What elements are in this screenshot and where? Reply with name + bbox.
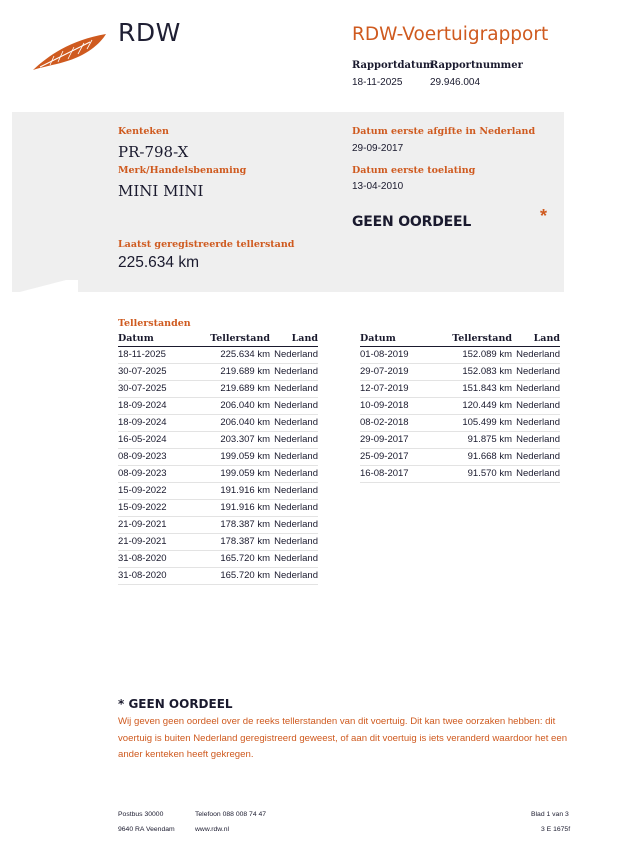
cell-date: 01-08-2019 bbox=[360, 346, 440, 363]
cell-date: 16-05-2024 bbox=[118, 431, 198, 448]
cell-odometer: 191.916 km bbox=[198, 499, 270, 516]
table-row bbox=[360, 380, 560, 397]
cell-date: 31-08-2020 bbox=[118, 567, 198, 584]
cell-odometer: 152.083 km bbox=[440, 363, 512, 380]
report-title: RDW-Voertuigrapport bbox=[352, 24, 549, 45]
first-issue-value: 29-09-2017 bbox=[352, 143, 404, 154]
footer-phone: Telefoon 088 008 74 47 bbox=[195, 811, 267, 818]
table-row bbox=[118, 567, 318, 584]
cell-odometer: 91.875 km bbox=[440, 431, 512, 448]
verdict-note-title: * GEEN OORDEEL bbox=[118, 697, 233, 711]
cell-country: Nederland bbox=[270, 414, 318, 431]
cell-odometer: 206.040 km bbox=[198, 397, 270, 414]
table-row bbox=[118, 380, 318, 397]
report-number-block bbox=[430, 60, 523, 88]
cell-date: 18-09-2024 bbox=[118, 397, 198, 414]
cell-country: Nederland bbox=[270, 363, 318, 380]
readings-section-title: Tellerstanden bbox=[118, 318, 191, 329]
table-row bbox=[360, 414, 560, 431]
cell-date: 31-08-2020 bbox=[118, 550, 198, 567]
footer-address: 9640 RA Veendam bbox=[118, 826, 175, 833]
cell-odometer: 105.499 km bbox=[440, 414, 512, 431]
cell-country: Nederland bbox=[270, 482, 318, 499]
cell-country: Nederland bbox=[512, 465, 560, 482]
cell-odometer: 165.720 km bbox=[198, 567, 270, 584]
cell-country: Nederland bbox=[270, 533, 318, 550]
verdict-text: GEEN OORDEEL bbox=[352, 214, 472, 230]
report-date-block bbox=[352, 60, 434, 88]
cell-date: 16-08-2017 bbox=[360, 465, 440, 482]
col-header-country: Land bbox=[512, 332, 560, 346]
table-header-row bbox=[360, 332, 560, 346]
cell-country: Nederland bbox=[270, 431, 318, 448]
cell-country: Nederland bbox=[270, 346, 318, 363]
cell-country: Nederland bbox=[512, 346, 560, 363]
cell-odometer: 178.387 km bbox=[198, 533, 270, 550]
table-row bbox=[118, 346, 318, 363]
cell-date: 29-07-2019 bbox=[360, 363, 440, 380]
table-row bbox=[360, 397, 560, 414]
col-header-odometer: Tellerstand bbox=[198, 332, 270, 346]
kenteken-value: PR-798-X bbox=[118, 143, 189, 161]
cell-odometer: 165.720 km bbox=[198, 550, 270, 567]
brand-name: RDW bbox=[118, 18, 181, 47]
cell-country: Nederland bbox=[270, 397, 318, 414]
cell-country: Nederland bbox=[512, 431, 560, 448]
table-row bbox=[118, 431, 318, 448]
table-row bbox=[360, 465, 560, 482]
kenteken-label: Kenteken bbox=[118, 126, 169, 137]
table-row bbox=[118, 550, 318, 567]
cell-country: Nederland bbox=[270, 567, 318, 584]
table-row bbox=[118, 465, 318, 482]
cell-country: Nederland bbox=[512, 414, 560, 431]
table-row bbox=[118, 516, 318, 533]
cell-country: Nederland bbox=[270, 550, 318, 567]
cell-country: Nederland bbox=[270, 380, 318, 397]
table-row bbox=[360, 448, 560, 465]
cell-date: 08-09-2023 bbox=[118, 465, 198, 482]
first-admission-label: Datum eerste toelating bbox=[352, 165, 476, 176]
table-row bbox=[360, 431, 560, 448]
cell-date: 30-07-2025 bbox=[118, 380, 198, 397]
cell-date: 12-07-2019 bbox=[360, 380, 440, 397]
cell-odometer: 219.689 km bbox=[198, 380, 270, 397]
cell-country: Nederland bbox=[270, 499, 318, 516]
verdict-asterisk: * bbox=[540, 206, 548, 226]
footer-doc-code: 3 E 1675f bbox=[541, 826, 571, 833]
table-row bbox=[118, 414, 318, 431]
table-row bbox=[118, 448, 318, 465]
cell-country: Nederland bbox=[512, 397, 560, 414]
last-odometer-label: Laatst geregistreerde tellerstand bbox=[118, 239, 295, 250]
cell-date: 29-09-2017 bbox=[360, 431, 440, 448]
cell-odometer: 91.570 km bbox=[440, 465, 512, 482]
cell-date: 15-09-2022 bbox=[118, 499, 198, 516]
cell-odometer: 203.307 km bbox=[198, 431, 270, 448]
cell-odometer: 219.689 km bbox=[198, 363, 270, 380]
cell-country: Nederland bbox=[512, 380, 560, 397]
last-odometer-value: 225.634 km bbox=[118, 254, 199, 271]
report-number-label: Rapportnummer bbox=[430, 60, 523, 71]
footer-website[interactable]: www.rdw.nl bbox=[195, 826, 229, 833]
cell-date: 10-09-2018 bbox=[360, 397, 440, 414]
cell-date: 25-09-2017 bbox=[360, 448, 440, 465]
first-issue-label: Datum eerste afgifte in Nederland bbox=[352, 126, 536, 137]
col-header-country: Land bbox=[270, 332, 318, 346]
cell-country: Nederland bbox=[512, 448, 560, 465]
cell-date: 30-07-2025 bbox=[118, 363, 198, 380]
footer-postbus: Postbus 30000 bbox=[118, 811, 164, 818]
cell-odometer: 225.634 km bbox=[198, 346, 270, 363]
table-row bbox=[360, 346, 560, 363]
merk-label: Merk/Handelsbenaming bbox=[118, 165, 247, 176]
cell-odometer: 191.916 km bbox=[198, 482, 270, 499]
merk-value: MINI MINI bbox=[118, 182, 204, 200]
cell-date: 18-09-2024 bbox=[118, 414, 198, 431]
verdict-note-text: Wij geven geen oordeel over de reeks tellerstanden van dit voertuig. Dit kan twee oorzaken hebben: dit voertuig is buiten Nederland geregistreerd geweest, of aan dit voertuig is iets veranderd waardoor het een ander kenteken heeft gekregen. bbox=[118, 716, 568, 760]
readings-table-right bbox=[360, 332, 560, 483]
table-row bbox=[118, 533, 318, 550]
col-header-date: Datum bbox=[360, 332, 440, 346]
first-admission-value: 13-04-2010 bbox=[352, 181, 404, 192]
cell-odometer: 199.059 km bbox=[198, 465, 270, 482]
table-row bbox=[118, 499, 318, 516]
cell-country: Nederland bbox=[270, 516, 318, 533]
cell-date: 15-09-2022 bbox=[118, 482, 198, 499]
cell-date: 08-02-2018 bbox=[360, 414, 440, 431]
vehicle-summary-panel bbox=[12, 112, 564, 292]
cell-odometer: 91.668 km bbox=[440, 448, 512, 465]
readings-table-left bbox=[118, 332, 318, 585]
footer-page-indicator: Blad 1 van 3 bbox=[531, 811, 569, 818]
cell-country: Nederland bbox=[270, 465, 318, 482]
table-row bbox=[118, 482, 318, 499]
table-header-row bbox=[118, 332, 318, 346]
cell-odometer: 151.843 km bbox=[440, 380, 512, 397]
cell-date: 18-11-2025 bbox=[118, 346, 198, 363]
table-row bbox=[118, 363, 318, 380]
cell-date: 08-09-2023 bbox=[118, 448, 198, 465]
table-row bbox=[118, 397, 318, 414]
report-date-value: 18-11-2025 bbox=[352, 77, 403, 88]
cell-country: Nederland bbox=[270, 448, 318, 465]
cell-odometer: 199.059 km bbox=[198, 448, 270, 465]
table-row bbox=[360, 363, 560, 380]
cell-country: Nederland bbox=[512, 363, 560, 380]
cell-odometer: 120.449 km bbox=[440, 397, 512, 414]
col-header-odometer: Tellerstand bbox=[440, 332, 512, 346]
cell-date: 21-09-2021 bbox=[118, 533, 198, 550]
cell-odometer: 206.040 km bbox=[198, 414, 270, 431]
cell-date: 21-09-2021 bbox=[118, 516, 198, 533]
report-number-value: 29.946.004 bbox=[430, 77, 481, 88]
cell-odometer: 178.387 km bbox=[198, 516, 270, 533]
col-header-date: Datum bbox=[118, 332, 198, 346]
feather-logo-icon bbox=[30, 26, 110, 72]
cell-odometer: 152.089 km bbox=[440, 346, 512, 363]
report-date-label: Rapportdatum bbox=[352, 60, 434, 71]
